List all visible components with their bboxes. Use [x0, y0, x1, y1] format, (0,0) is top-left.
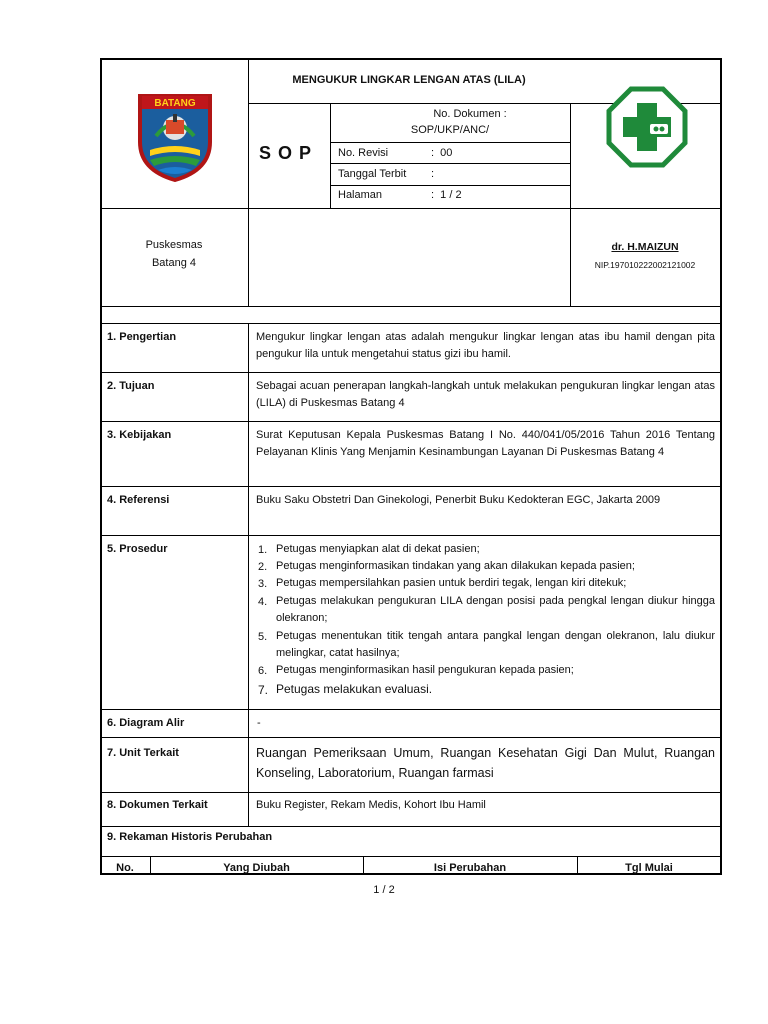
section-label-unit: 7. Unit Terkait — [107, 747, 179, 759]
doc-no-value: SOP/UKP/ANC/ — [410, 124, 490, 136]
dokumen-text: Buku Register, Rekam Medis, Kohort Ibu Hamil — [256, 799, 486, 811]
crest-text: BATANG — [154, 98, 196, 109]
sop-label: S O P — [259, 143, 313, 163]
section-label-diagram: 6. Diagram Alir — [107, 717, 185, 729]
prosedur-step-6: Petugas menginformasikan hasil pengukuran kepada pasien; — [276, 664, 574, 676]
prosedur-step-1: Petugas menyiapkan alat di dekat pasien; — [276, 543, 480, 555]
section-label-kebijakan: 3. Kebijakan — [107, 429, 172, 441]
section-label-rekaman: 9. Rekaman Historis Perubahan — [107, 831, 273, 843]
prosedur-num-4: 4. — [258, 596, 268, 608]
prosedur-num-1: 1. — [258, 544, 268, 556]
unit-text: Ruangan Pemeriksaan Umum, Ruangan Kesehatan Gigi Dan Mulut, Ruangan Konseling, Laboratorium, Ruangan farmasi — [256, 746, 715, 780]
signer-nip: NIP.197010222002121002 — [594, 260, 696, 270]
section-label-pengertian: 1. Pengertian — [107, 331, 177, 343]
prosedur-num-7: 7. — [258, 683, 269, 697]
doc-no-label: No. Dokumen : — [433, 108, 507, 120]
halaman-label: Halaman — [338, 189, 383, 201]
tujuan-text: Sebagai acuan penerapan langkah-langkah untuk melakukan pengukuran lingkar lengan atas (LILA) di Puskesmas Batang 4 — [256, 380, 715, 409]
prosedur-step-2: Petugas menginformasikan tindakan yang akan dilakukan kepada pasien; — [276, 560, 635, 572]
puskesmas-logo — [605, 85, 689, 169]
page-number: 1 / 2 — [373, 884, 395, 896]
diagram-text: - — [257, 717, 261, 729]
prosedur-step-7: Petugas melakukan evaluasi. — [276, 682, 433, 696]
batang-crest-logo — [136, 92, 214, 182]
referensi-text: Buku Saku Obstetri Dan Ginekologi, Penerbit Buku Kedokteran EGC, Jakarta 2009 — [256, 494, 661, 506]
prosedur-step-4: Petugas melakukan pengukuran LILA dengan posisi pada pengkal lengan diukur hingga olekranon; — [276, 595, 715, 624]
prosedur-num-5: 5. — [258, 631, 268, 643]
signer-name: dr. H.MAIZUN — [611, 241, 679, 253]
section-label-dokumen: 8. Dokumen Terkait — [107, 799, 208, 811]
prosedur-num-6: 6. — [258, 665, 268, 677]
prosedur-num-3: 3. — [258, 578, 268, 590]
kebijakan-text: Surat Keputusan Kepala Puskesmas Batang I No. 440/041/05/2016 Tahun 2016 Tentang Pelayanan Klinis Yang Menjamin Kesinambungan Layanan Di Puskesmas Batang 4 — [256, 429, 715, 458]
puskesmas-name-line1: Puskesmas — [145, 239, 203, 251]
section-label-prosedur: 5. Prosedur — [107, 543, 168, 555]
rekaman-col-yang-diubah: Yang Diubah — [223, 862, 290, 874]
document-title: MENGUKUR LINGKAR LENGAN ATAS (LILA) — [292, 74, 526, 86]
puskesmas-name-line2: Batang 4 — [151, 257, 197, 269]
pengertian-text: Mengukur lingkar lengan atas adalah mengukur lingkar lengan atas ibu hamil dengan pita pengukur lila untuk mengetahui status gizi ibu hamil. — [256, 331, 715, 360]
terbit-value: : — [431, 168, 435, 180]
halaman-value: : 1 / 2 — [431, 189, 462, 201]
rekaman-col-no: No. — [116, 862, 134, 874]
section-label-tujuan: 2. Tujuan — [107, 380, 155, 392]
revisi-value: : 00 — [431, 147, 453, 159]
terbit-label: Tanggal Terbit — [338, 168, 407, 180]
section-label-referensi: 4. Referensi — [107, 494, 170, 506]
prosedur-step-3: Petugas mempersilahkan pasien untuk berdiri tegak, lengan kiri ditekuk; — [276, 577, 627, 589]
revisi-label: No. Revisi — [338, 147, 389, 159]
rekaman-col-isi-perubahan: Isi Perubahan — [433, 862, 507, 874]
prosedur-step-5: Petugas menentukan titik tengah antara pangkal lengan dengan olekranon, lalu diukur melingkar, catat hasilnya; — [276, 630, 715, 659]
prosedur-num-2: 2. — [258, 561, 268, 573]
rekaman-col-tgl-mulai: Tgl Mulai — [625, 862, 673, 874]
